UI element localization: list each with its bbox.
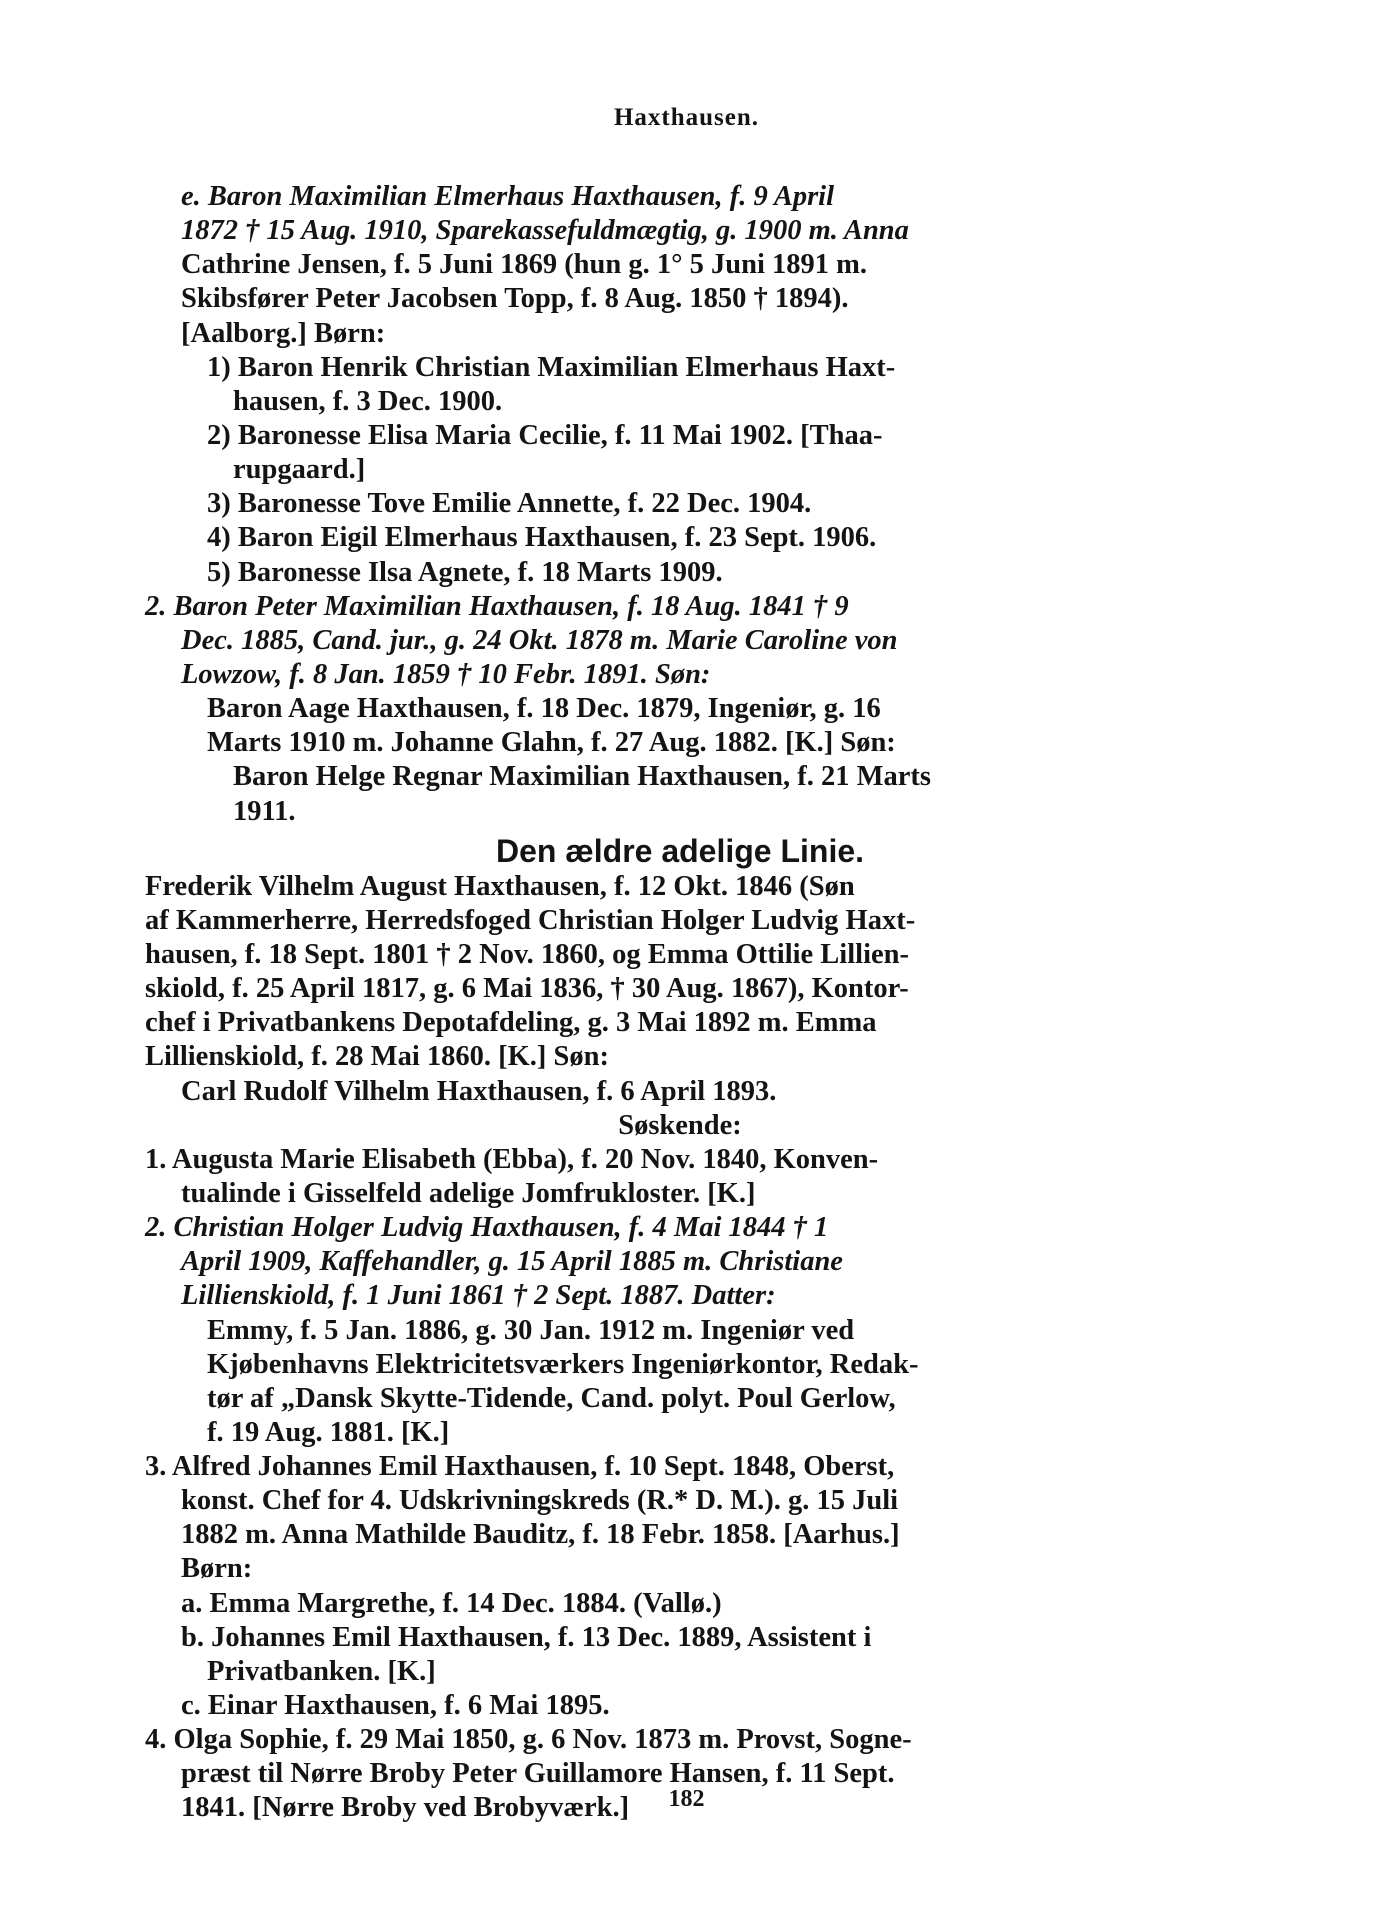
text-line: Søskende: — [618, 1109, 742, 1141]
text-line: 1) Baron Henrik Christian Maximilian Elmerhaus Haxt- — [207, 351, 896, 383]
body-text — [145, 180, 1215, 1826]
text-line: 2. Baron Peter Maximilian Haxthausen, f. 18 Aug. 1841 † 9 — [145, 590, 849, 622]
text-line: Baron Aage Haxthausen, f. 18 Dec. 1879, Ingeniør, g. 16 — [207, 693, 881, 725]
text-line: 2) Baronesse Elisa Maria Cecilie, f. 11 Mai 1902. [Thaa- — [207, 419, 883, 451]
text-line: [Aalborg.] Børn: — [181, 317, 386, 349]
text-line: 1. Augusta Marie Elisabeth (Ebba), f. 20 Nov. 1840, Konven- — [145, 1143, 879, 1175]
text-line: Privatbanken. [K.] — [207, 1655, 436, 1687]
text-line: 4. Olga Sophie, f. 29 Mai 1850, g. 6 Nov. 1873 m. Provst, Sogne- — [145, 1724, 912, 1756]
text-line: 2. Christian Holger Ludvig Haxthausen, f. 4 Mai 1844 † 1 — [145, 1212, 829, 1244]
text-line: Lowzow, f. 8 Jan. 1859 † 10 Febr. 1891. Søn: — [181, 658, 711, 690]
text-line: chef i Privatbankens Depotafdeling, g. 3 Mai 1892 m. Emma — [145, 1007, 877, 1039]
text-line: Lillienskiold, f. 1 Juni 1861 † 2 Sept. 1887. Datter: — [181, 1280, 776, 1312]
text-line: 1911. — [233, 795, 296, 827]
text-line: Marts 1910 m. Johanne Glahn, f. 27 Aug. 1882. [K.] Søn: — [207, 727, 896, 759]
text-line: 3. Alfred Johannes Emil Haxthausen, f. 10 Sept. 1848, Oberst, — [145, 1451, 895, 1483]
text-line: 5) Baronesse Ilsa Agnete, f. 18 Marts 1909. — [207, 556, 723, 588]
text-line: Lillienskiold, f. 28 Mai 1860. [K.] Søn: — [145, 1041, 609, 1073]
text-line: tør af „Dansk Skytte-Tidende, Cand. polyt. Poul Gerlow, — [207, 1382, 896, 1414]
text-line: f. 19 Aug. 1881. [K.] — [207, 1416, 450, 1448]
text-line: Dec. 1885, Cand. jur., g. 24 Okt. 1878 m. Marie Caroline von — [181, 624, 898, 656]
text-line: 4) Baron Eigil Elmerhaus Haxthausen, f. 23 Sept. 1906. — [207, 522, 877, 554]
text-line: 1882 m. Anna Mathilde Bauditz, f. 18 Febr. 1858. [Aarhus.] — [181, 1519, 900, 1551]
text-line: tualinde i Gisselfeld adelige Jomfrukloster. [K.] — [181, 1177, 756, 1209]
page-header: Haxthausen. — [613, 104, 760, 131]
page-number: 182 — [668, 1786, 705, 1812]
text-line: Carl Rudolf Vilhelm Haxthausen, f. 6 April 1893. — [181, 1075, 777, 1107]
text-line: Emmy, f. 5 Jan. 1886, g. 30 Jan. 1912 m. Ingeniør ved — [207, 1314, 855, 1346]
text-line: skiold, f. 25 April 1817, g. 6 Mai 1836, † 30 Aug. 1867), Kontor- — [145, 973, 909, 1005]
text-line: konst. Chef for 4. Udskrivningskreds (R.* D. M.). g. 15 Juli — [181, 1485, 899, 1517]
text-line: af Kammerherre, Herredsfoged Christian Holger Ludvig Haxt- — [145, 904, 916, 936]
text-line: hausen, f. 18 Sept. 1801 † 2 Nov. 1860, og Emma Ottilie Lillien- — [145, 938, 909, 970]
text-line: Cathrine Jensen, f. 5 Juni 1869 (hun g. 1° 5 Juni 1891 m. — [181, 249, 867, 281]
text-line: præst til Nørre Broby Peter Guillamore Hansen, f. 11 Sept. — [181, 1758, 895, 1790]
text-line: rupgaard.] — [233, 454, 366, 486]
text-line: a. Emma Margrethe, f. 14 Dec. 1884. (Vallø.) — [181, 1587, 722, 1619]
text-line: hausen, f. 3 Dec. 1900. — [233, 385, 503, 417]
text-line: Børn: — [181, 1553, 253, 1585]
text-line: April 1909, Kaffehandler, g. 15 April 1885 m. Christiane — [181, 1246, 843, 1278]
text-line: 3) Baronesse Tove Emilie Annette, f. 22 Dec. 1904. — [207, 488, 812, 520]
text-line: 1872 † 15 Aug. 1910, Sparekassefuldmægtig, g. 1900 m. Anna — [181, 215, 909, 247]
section-heading: Den ældre adelige Linie. — [495, 832, 865, 869]
text-line: e. Baron Maximilian Elmerhaus Haxthausen, f. 9 April — [181, 181, 835, 212]
text-line: Skibsfører Peter Jacobsen Topp, f. 8 Aug. 1850 † 1894). — [181, 283, 849, 315]
text-line: Baron Helge Regnar Maximilian Haxthausen, f. 21 Marts — [233, 761, 931, 793]
text-line: Frederik Vilhelm August Haxthausen, f. 12 Okt. 1846 (Søn — [145, 870, 855, 902]
text-line: c. Einar Haxthausen, f. 6 Mai 1895. — [181, 1690, 610, 1722]
text-line: 1841. [Nørre Broby ved Brobyværk.] — [181, 1792, 630, 1824]
text-line: Kjøbenhavns Elektricitetsværkers Ingeniørkontor, Redak- — [207, 1348, 919, 1380]
text-line: b. Johannes Emil Haxthausen, f. 13 Dec. 1889, Assistent i — [181, 1621, 872, 1653]
